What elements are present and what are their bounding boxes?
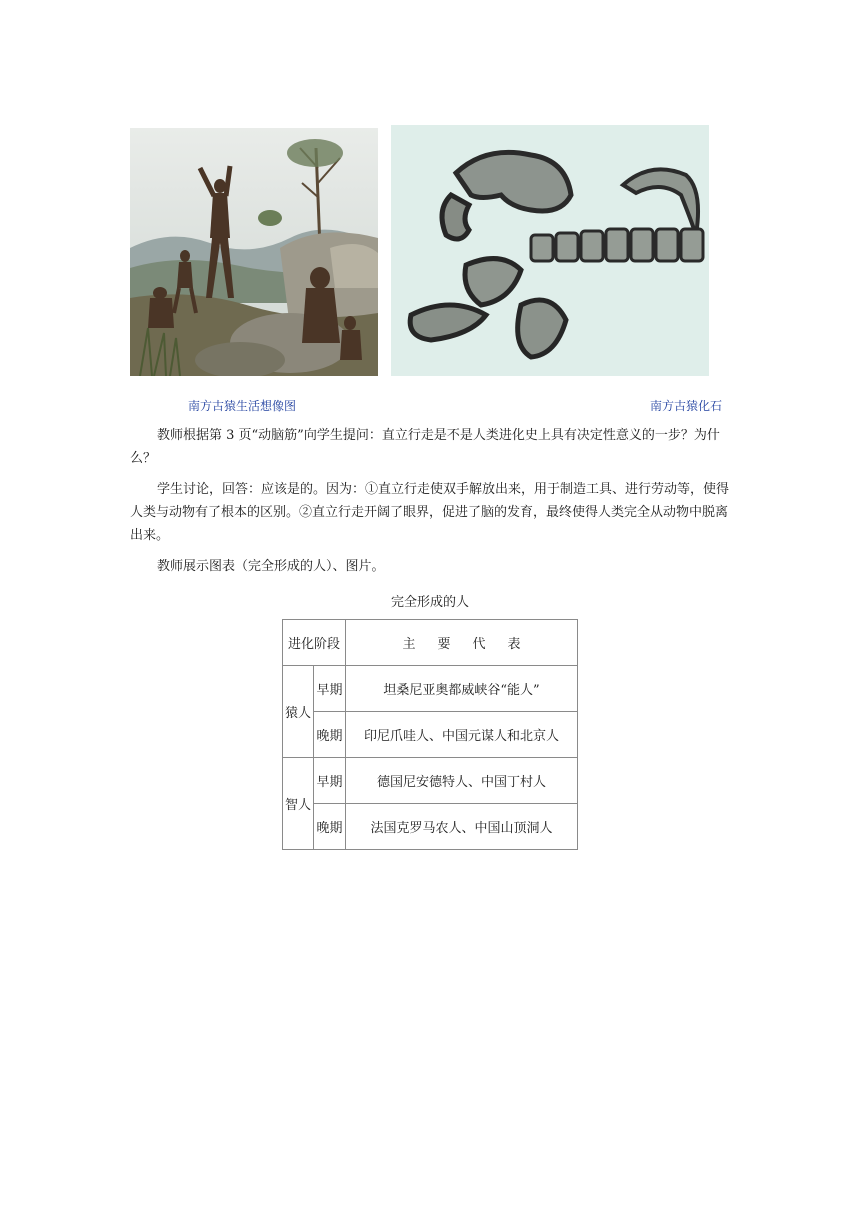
table-row <box>283 712 578 758</box>
paragraph-student-answer: 学生讨论，回答：应该是的。因为：①直立行走使双手解放出来，用于制造工具、进行劳动等，使得人类与动物有了根本的区别。②直立行走开阔了眼界，促进了脑的发育，最终使得人类完全从动物中脱离出来。 <box>130 482 730 543</box>
header-representatives: 主要代表 <box>346 620 578 666</box>
representative-cell: 德国尼安德特人、中国丁村人 <box>346 758 578 804</box>
period-cell: 早期 <box>314 666 346 712</box>
group-cell: 智人 <box>283 758 314 850</box>
figure-caption-right: 南方古猿化石 <box>650 399 723 413</box>
header-stage: 进化阶段 <box>283 620 346 666</box>
table-row <box>283 758 578 804</box>
scene-illustration-svg <box>130 128 378 376</box>
australopithecus-life-illustration <box>130 128 378 376</box>
period-cell: 晚期 <box>314 712 346 758</box>
table-row <box>283 666 578 712</box>
figure-caption-left: 南方古猿生活想像图 <box>188 399 297 413</box>
representative-cell: 坦桑尼亚奥都威峡谷“能人” <box>346 666 578 712</box>
representative-cell: 法国克罗马农人、中国山顶洞人 <box>346 804 578 850</box>
paragraph-teacher-question: 教师根据第 3 页“动脑筋”向学生提问：直立行走是不是人类进化史上具有决定性意义的一步？为什么？ <box>130 428 720 466</box>
paragraph-teacher-shows-chart: 教师展示图表（完全形成的人）、图片。 <box>157 559 385 574</box>
representative-cell: 印尼爪哇人、中国元谋人和北京人 <box>346 712 578 758</box>
group-cell: 猿人 <box>283 666 314 758</box>
fossil-photo-svg <box>391 125 709 376</box>
evolution-stage-table <box>282 619 578 850</box>
australopithecus-fossil-photo <box>391 125 709 376</box>
period-cell: 早期 <box>314 758 346 804</box>
table-header-row <box>283 620 578 666</box>
period-cell: 晚期 <box>314 804 346 850</box>
table-title: 完全形成的人 <box>390 595 469 610</box>
table-row <box>283 804 578 850</box>
